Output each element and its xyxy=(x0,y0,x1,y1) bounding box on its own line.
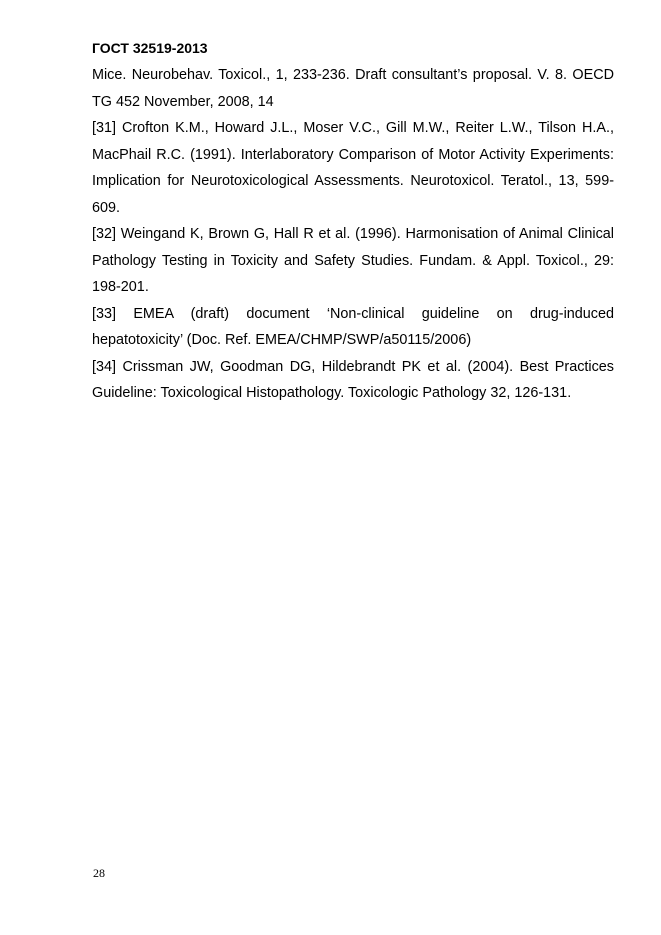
references-list xyxy=(92,62,614,407)
reference-33: [33] EMEA (draft) document ‘Non-clinical guideline on drug-induced hepatotoxicity’ (Doc. Ref. EMEA/CHMP/SWP/a50115/2006) xyxy=(92,305,614,348)
page-number: 28 xyxy=(93,866,105,880)
reference-34: [34] Crissman JW, Goodman DG, Hildebrandt PK et al. (2004). Best Practices Guideline: Toxicological Histopathology. Toxicologic Pathology 32, 126-131. xyxy=(92,358,614,401)
reference-31: [31] Crofton K.M., Howard J.L., Moser V.C., Gill M.W., Reiter L.W., Tilson H.A., MacPhail R.C. (1991). Interlaboratory Comparison of Motor Activity Experiments: Implication for Neurotoxicological Assessments. Neurotoxicol. Teratol., 13, 599-609. xyxy=(92,120,614,216)
standard-header: ГОСТ 32519-2013 xyxy=(92,40,208,56)
reference-32: [32] Weingand K, Brown G, Hall R et al. (1996). Harmonisation of Animal Clinical Pathology Testing in Toxicity and Safety Studies. Fundam. & Appl. Toxicol., 29: 198-201. xyxy=(92,226,614,295)
reference-continuation: Mice. Neurobehav. Toxicol., 1, 233-236. Draft consultant’s proposal. V. 8. OECD TG 452 November, 2008, 14 xyxy=(92,67,614,110)
